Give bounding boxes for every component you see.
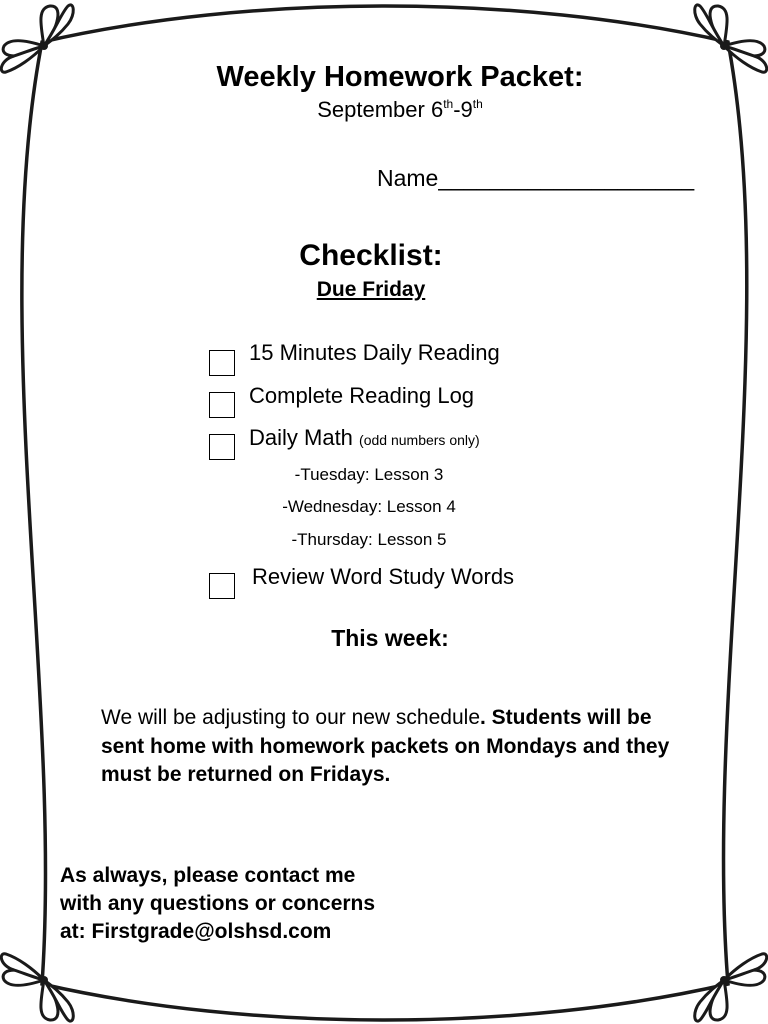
this-week-message bbox=[101, 704, 681, 790]
this-week-heading: This week: bbox=[331, 625, 449, 651]
contact-line-2: with any questions or concerns bbox=[60, 892, 376, 915]
lesson-thursday: -Thursday: Lesson 5 bbox=[291, 530, 447, 549]
name-field[interactable]: Name____________________ bbox=[377, 165, 695, 191]
contact-note bbox=[60, 862, 480, 946]
this-week-text-bold: . Students will be sent home with homework packets on Mondays and they must be returned on Fridays. bbox=[101, 706, 670, 786]
date-suffix-1: th bbox=[443, 97, 454, 111]
page-title: Weekly Homework Packet: bbox=[216, 61, 584, 93]
date-separator: -9 bbox=[453, 97, 473, 122]
contact-line-3: at: Firstgrade@olshsd.com bbox=[60, 920, 332, 943]
checklist-heading: Checklist: bbox=[299, 239, 443, 272]
due-date-label: Due Friday bbox=[316, 278, 426, 301]
lesson-wednesday: -Wednesday: Lesson 4 bbox=[282, 497, 456, 516]
checklist-item-daily-reading: 15 Minutes Daily Reading bbox=[249, 340, 500, 365]
checklist-item-daily-math: Daily Math (odd numbers only) bbox=[249, 425, 480, 450]
checkbox-daily-reading[interactable] bbox=[209, 350, 235, 376]
daily-math-note: (odd numbers only) bbox=[359, 432, 480, 448]
lesson-tuesday: -Tuesday: Lesson 3 bbox=[294, 465, 444, 484]
this-week-text-regular: We will be adjusting to our new schedule bbox=[101, 706, 480, 729]
checkbox-reading-log[interactable] bbox=[209, 392, 235, 418]
date-suffix-2: th bbox=[472, 97, 483, 111]
checkbox-word-study[interactable] bbox=[209, 573, 235, 599]
checklist-item-word-study: Review Word Study Words bbox=[252, 564, 515, 589]
contact-line-1: As always, please contact me bbox=[60, 864, 356, 887]
date-prefix: September 6 bbox=[317, 97, 444, 122]
date-range bbox=[0, 98, 768, 121]
checklist-item-reading-log: Complete Reading Log bbox=[249, 383, 475, 408]
checkbox-daily-math[interactable] bbox=[209, 434, 235, 460]
